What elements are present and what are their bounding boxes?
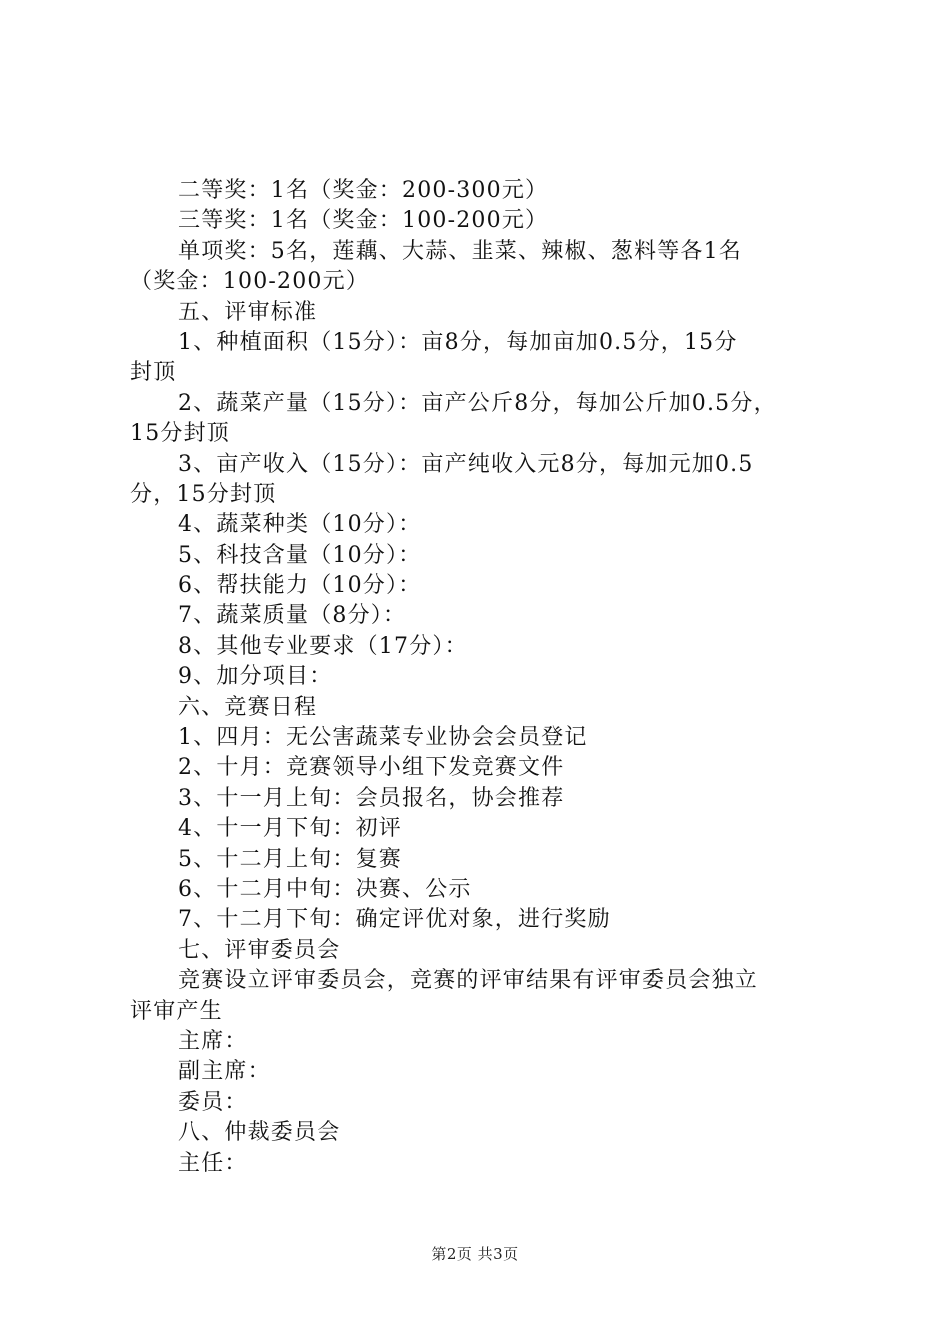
text-line: 三等奖：1名（奖金：100-200元）	[178, 208, 549, 234]
text-line: 6、帮扶能力（10分）：	[178, 573, 422, 599]
text-line: 主任：	[178, 1150, 248, 1176]
text-line: 七、评审委员会	[178, 937, 341, 963]
text-line: 9、加分项目：	[178, 664, 333, 690]
text-line: 2、蔬菜产量（15分）：亩产公斤8分，每加公斤加0.5分，	[178, 390, 777, 416]
text-line: 7、蔬菜质量（8分）：	[178, 603, 407, 629]
text-line: 1、种植面积（15分）：亩8分，每加亩加0.5分，15分	[178, 329, 738, 355]
page-footer: 第2页 共3页	[431, 1245, 519, 1263]
text-line: 4、十一月下旬：初评	[178, 816, 402, 842]
text-line: 封顶	[130, 360, 177, 386]
text-line: 主席：	[178, 1028, 248, 1054]
text-line: 竞赛设立评审委员会，竞赛的评审结果有评审委员会独立	[178, 968, 759, 994]
document-body	[130, 176, 835, 1179]
text-line: 5、科技含量（10分）：	[178, 542, 422, 568]
text-line: 2、十月：竞赛领导小组下发竞赛文件	[178, 755, 565, 781]
text-line: 二等奖：1名（奖金：200-300元）	[178, 178, 549, 203]
text-line: 7、十二月下旬：确定评优对象，进行奖励	[178, 907, 611, 933]
text-line: 八、仲裁委员会	[178, 1120, 341, 1146]
text-line: 单项奖：5名，莲藕、大蒜、韭菜、辣椒、葱料等各1名	[178, 238, 742, 264]
text-line: 1、四月：无公害蔬菜专业协会会员登记	[178, 725, 588, 751]
text-line: 3、亩产收入（15分）：亩产纯收入元8分，每加元加0.5	[178, 451, 754, 477]
text-line: 6、十二月中旬：决赛、公示	[178, 876, 472, 902]
text-line: 六、竞赛日程	[178, 694, 318, 720]
text-line: 分，15分封顶	[130, 481, 277, 507]
text-line: （奖金：100-200元）	[130, 269, 370, 295]
text-line: 4、蔬菜种类（10分）：	[178, 512, 422, 538]
text-line: 3、十一月上旬：会员报名，协会推荐	[178, 785, 565, 811]
text-line: 8、其他专业要求（17分）：	[178, 633, 468, 659]
text-line: 五、评审标准	[178, 299, 318, 325]
text-line: 15分封顶	[130, 421, 230, 447]
text-line: 副主席：	[178, 1059, 271, 1085]
text-line: 委员：	[178, 1089, 248, 1115]
text-line: 5、十二月上旬：复赛	[178, 846, 402, 872]
text-line: 评审产生	[130, 998, 223, 1024]
